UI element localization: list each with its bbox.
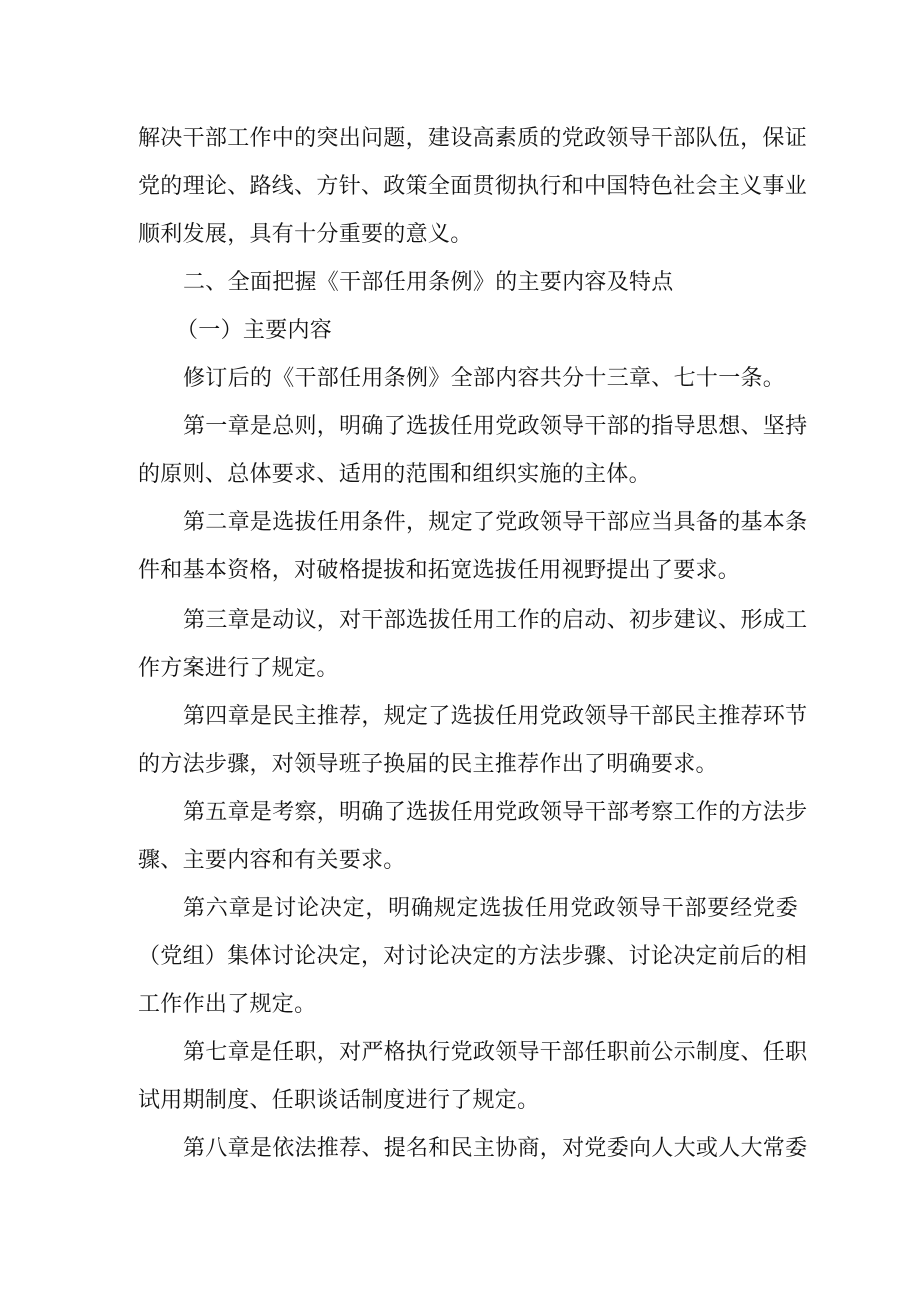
paragraph-line: 工作作出了规定。 [138,992,317,1017]
paragraph-line: 件和基本资格，对破格提拔和拓宽选拔任用视野提出了要求。 [138,558,741,583]
paragraph-line: 的原则、总体要求、适用的范围和组织实施的主体。 [138,462,651,487]
paragraph-line: 解决干部工作中的突出问题，建设高素质的党政领导干部队伍，保证 [138,126,808,151]
section-heading: 二、全面把握《干部任用条例》的主要内容及特点 [183,270,674,295]
paragraph-line: 第七章是任职，对严格执行党政领导干部任职前公示制度、任职 [183,1040,808,1065]
paragraph-line: 党的理论、路线、方针、政策全面贯彻执行和中国特色社会主义事业 [138,174,808,199]
paragraph-line: 骤、主要内容和有关要求。 [138,848,406,873]
paragraph-line: 第二章是选拔任用条件，规定了党政领导干部应当具备的基本条 [183,510,808,535]
paragraph-line: 试用期制度、任职谈话制度进行了规定。 [138,1088,540,1113]
paragraph-line: 第八章是依法推荐、提名和民主协商，对党委向人大或人大常委 [183,1136,808,1161]
paragraph-line: 顺利发展，具有十分重要的意义。 [138,222,473,247]
paragraph-line: 作方案进行了规定。 [138,656,339,681]
paragraph-line: （党组）集体讨论决定，对讨论决定的方法步骤、讨论决定前后的相 [138,944,808,969]
paragraph-line: 修订后的《干部任用条例》全部内容共分十三章、七十一条。 [183,366,786,391]
paragraph-line: 第六章是讨论决定，明确规定选拔任用党政领导干部要经党委 [183,896,798,921]
paragraph-line: 第四章是民主推荐，规定了选拔任用党政领导干部民主推荐环节 [183,704,808,729]
paragraph-line: 第三章是动议，对干部选拔任用工作的启动、初步建议、形成工 [183,608,808,633]
paragraph-line: 第一章是总则，明确了选拔任用党政领导干部的指导思想、坚持 [183,414,808,439]
paragraph-line: 第五章是考察，明确了选拔任用党政领导干部考察工作的方法步 [183,800,808,825]
paragraph-line: 的方法步骤，对领导班子换届的民主推荐作出了明确要求。 [138,752,718,777]
subsection-heading: （一）主要内容 [176,318,333,343]
